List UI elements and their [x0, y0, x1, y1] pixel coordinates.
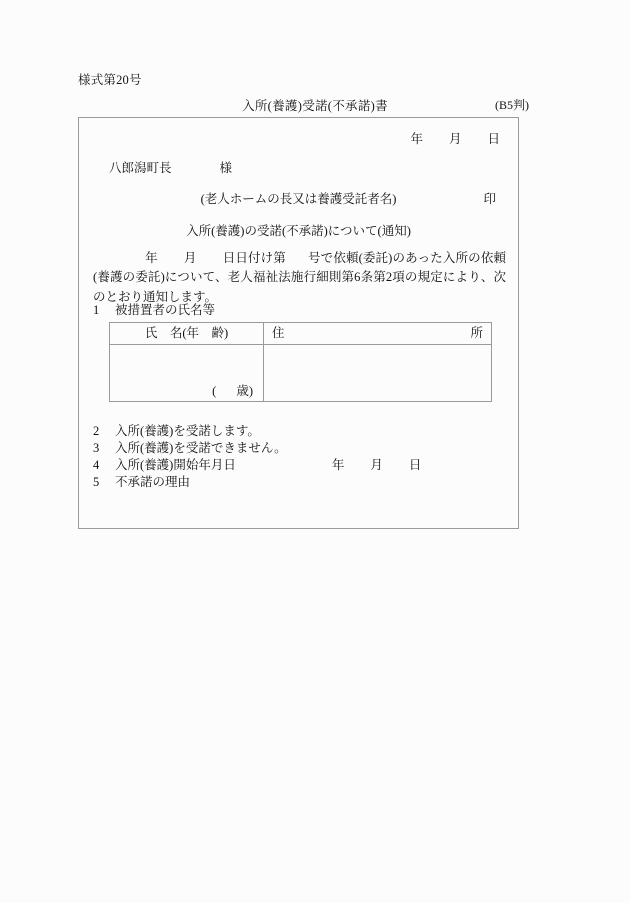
table-header-address-right: 所: [470, 326, 483, 340]
request-date-month-label: 月: [183, 251, 197, 265]
age-open-paren: (: [212, 384, 217, 398]
request-date-year-label: 年: [145, 251, 158, 265]
form-frame: [78, 117, 519, 529]
item-3: [93, 438, 287, 456]
item-3-number: 3: [93, 441, 100, 455]
item-4-number: 4: [93, 458, 100, 472]
form-number-label: 様式第20号: [78, 73, 142, 87]
issue-date-line: [410, 129, 500, 147]
item-1: [93, 300, 215, 318]
table-header-address-left: 住: [272, 326, 285, 340]
table-header-row: [110, 323, 492, 345]
admission-date-day-label: 日: [408, 458, 422, 472]
item-1-label: 被措置者の氏名等: [115, 303, 216, 317]
table-header-name: 氏 名(年 齢): [144, 326, 229, 340]
table-row: [110, 345, 492, 402]
admission-date-fields: [332, 455, 422, 473]
item-5-number: 5: [93, 475, 100, 489]
document-title: 入所(養護)受諾(不承諾)書: [242, 99, 388, 113]
table-header-address-cell: [264, 323, 492, 345]
item-2-label: 入所(養護)を受諾します。: [115, 424, 260, 438]
item-5-label: 不承諾の理由: [115, 475, 191, 489]
table-cell-address[interactable]: [264, 345, 492, 402]
request-number-prefix: 日付け第: [235, 251, 286, 265]
body-text: 号で依頼(委託)のあった入所の依頼(養護の委託)について、老人福祉法施行細則第6条第2項の規定により、次のとおり通知します。: [93, 251, 506, 304]
subject-line: 入所(養護)の受諾(不承諾)について(通知): [186, 224, 411, 238]
item-2-number: 2: [93, 424, 100, 438]
age-unit: 歳): [236, 384, 253, 398]
issue-date-year-label: 年: [410, 132, 423, 146]
item-4-label: 入所(養護)開始年月日: [115, 458, 236, 472]
item-2: [93, 421, 260, 439]
addressee-name: 八郎潟町長: [109, 161, 172, 175]
age-field: [212, 381, 253, 399]
issuer-name-label: (老人ホームの長又は養護受託者名): [200, 192, 397, 206]
issue-date-month-label: 月: [448, 132, 462, 146]
admission-date-year-label: 年: [331, 458, 345, 472]
issue-date-day-label: 日: [487, 132, 500, 146]
item-4: [93, 455, 421, 473]
addressee-honorific: 様: [219, 161, 233, 175]
addressee-line: [109, 158, 232, 176]
body-paragraph: [93, 249, 506, 307]
item-3-label: 入所(養護)を受諾できません。: [115, 441, 287, 455]
table-header-name-cell: [110, 323, 264, 345]
person-table: [109, 322, 492, 402]
admission-date-month-label: 月: [370, 458, 383, 472]
seal-mark: 印: [483, 192, 496, 206]
paper-size-label: (B5判): [495, 98, 529, 112]
request-date-day-label: 日: [222, 251, 236, 265]
item-5: [93, 472, 190, 490]
table-cell-name[interactable]: [110, 345, 264, 402]
item-1-number: 1: [93, 303, 100, 317]
